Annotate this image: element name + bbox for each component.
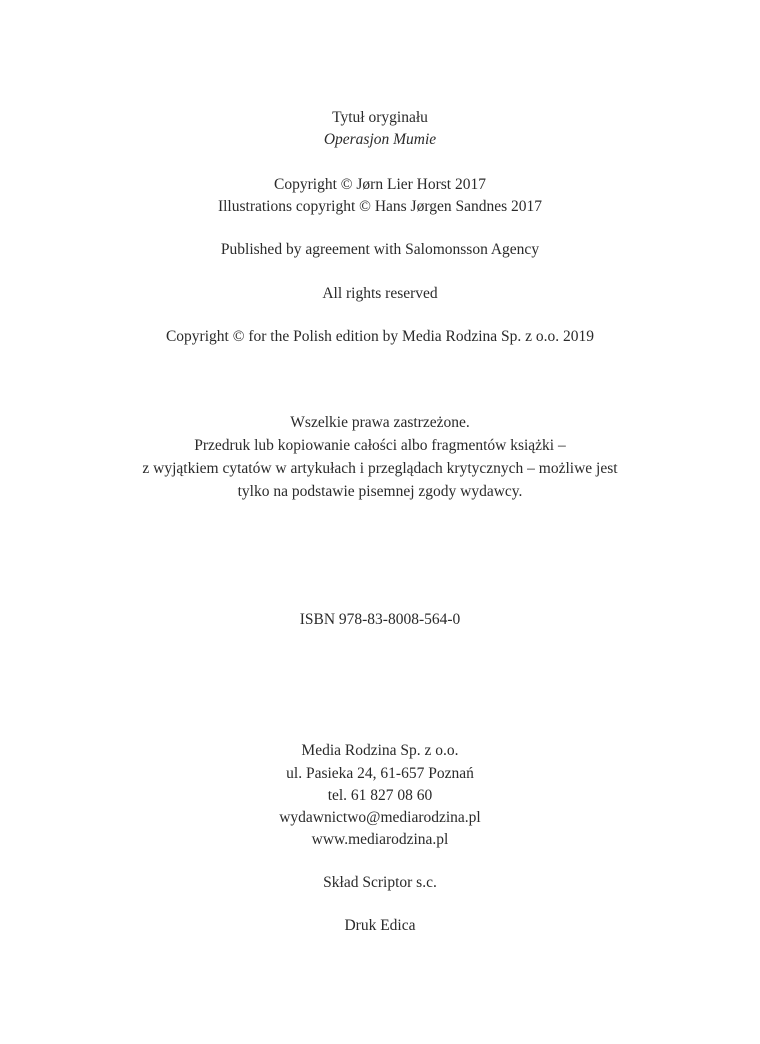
publisher-name: Media Rodzina Sp. z o.o. — [301, 742, 459, 759]
publisher-website: www.mediarodzina.pl — [311, 831, 449, 848]
printing-credit: Druk Edica — [344, 917, 416, 934]
publisher-email: wydawnictwo@mediarodzina.pl — [279, 809, 481, 826]
publisher-phone: tel. 61 827 08 60 — [327, 787, 433, 804]
rights-reserved: All rights reserved — [322, 285, 438, 302]
isbn: ISBN 978-83-8008-564-0 — [299, 611, 461, 628]
typesetting-credit: Skład Scriptor s.c. — [323, 874, 437, 891]
original-title: Operasjon Mumie — [323, 131, 437, 148]
polish-notice-line: z wyjątkiem cytatów w artykułach i przeglądach krytycznych – możliwe jest — [142, 460, 618, 477]
original-title-label: Tytuł oryginału — [332, 109, 428, 126]
author-copyright: Copyright © Jørn Lier Horst 2017 — [274, 176, 486, 193]
agreement-notice: Published by agreement with Salomonsson Agency — [220, 241, 540, 258]
polish-notice-line: tylko na podstawie pisemnej zgody wydawcy. — [237, 483, 523, 500]
polish-edition-copyright: Copyright © for the Polish edition by Media Rodzina Sp. z o.o. 2019 — [165, 328, 595, 345]
publisher-address: ul. Pasieka 24, 61-657 Poznań — [286, 765, 474, 782]
polish-notice-line: Przedruk lub kopiowanie całości albo fragmentów książki – — [194, 437, 566, 454]
polish-notice-line: Wszelkie prawa zastrzeżone. — [290, 414, 470, 431]
illustrations-copyright: Illustrations copyright © Hans Jørgen Sandnes 2017 — [217, 198, 543, 215]
